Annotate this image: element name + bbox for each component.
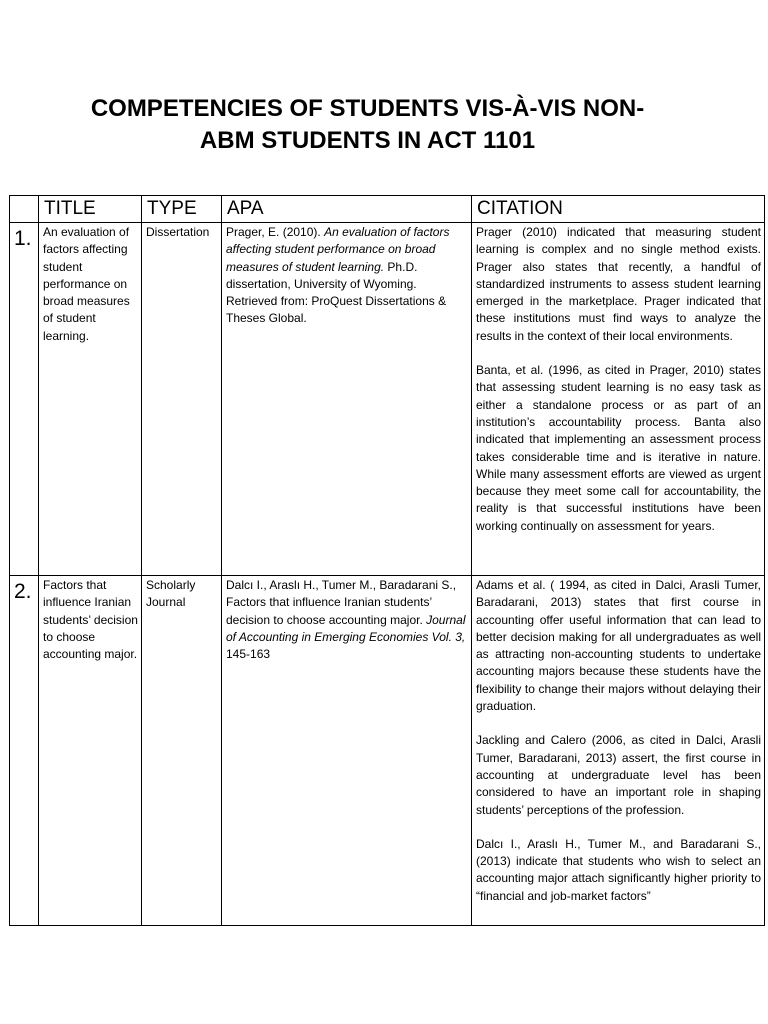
row-number: 2. xyxy=(10,576,39,926)
citation-paragraph: Prager (2010) indicated that measuring student learning is complex and no single method exists. Prager also states that recently, a handful of standardized instruments to assess student learning emerged in the marketplace. Prager indicated that these institutions must find ways to analyze the results in the context of their local environments. xyxy=(476,225,761,343)
row-title: Factors that influence Iranian students’ decision to choose accounting major. xyxy=(39,576,142,926)
page-title xyxy=(0,93,735,157)
citation-paragraph: Adams et al. ( 1994, as cited in Dalci, Arasli Tumer, Baradarani, 2013) states that first course in accounting offer useful information that can lead to better decision making for all undergraduates as well as attracting non-accounting students to undertake accounting majors because these students have the flexibility to change their majors without delaying their graduation. xyxy=(476,578,761,714)
row-title: An evaluation of factors affecting student performance on broad measures of student learning. xyxy=(39,223,142,576)
header-apa: APA xyxy=(222,196,472,223)
row-citation xyxy=(472,223,765,576)
row-apa xyxy=(222,576,472,926)
apa-authors: Dalcı I., Araslı H., Tumer M., Baradarani S., Factors that influence Iranian students’ decision to choose accounting major. xyxy=(226,578,457,627)
citation-paragraph: Dalcı I., Araslı H., Tumer M., and Baradarani S., (2013) indicate that students who wish to select an accounting major attach significantly higher priority to “financial and job-market factors” xyxy=(476,836,761,903)
row-apa xyxy=(222,223,472,576)
citation-paragraph: Banta, et al. (1996, as cited in Prager, 2010) states that assessing student learning is no easy task as either a standalone process or as part of an institution’s accountability process. Banta also indicated that implementing an assessment process takes considerable time and is iterative in nature. While many assessment efforts are viewed as urgent because they meet some call for accountability, the reality is that successful institutions have been working continually on assessment for years. xyxy=(476,363,761,533)
row-type: Scholarly Journal xyxy=(142,576,222,926)
row-type: Dissertation xyxy=(142,223,222,576)
table-header-row xyxy=(10,196,765,223)
apa-publication-info: 145-163 xyxy=(226,647,271,662)
page-title-line-1: COMPETENCIES OF STUDENTS VIS-À-VIS NON- xyxy=(90,95,645,122)
apa-authors: Prager, E. (2010). xyxy=(226,225,325,239)
literature-table xyxy=(9,195,765,926)
header-title: TITLE xyxy=(39,196,142,223)
row-number: 1. xyxy=(10,223,39,576)
table-row xyxy=(10,223,765,576)
header-citation: CITATION xyxy=(472,196,765,223)
apa-publication-info: Ph.D. dissertation, University of Wyoming. Retrieved from: ProQuest Dissertations & Theses Global. xyxy=(226,259,447,326)
header-number xyxy=(10,196,39,223)
apa-work-title: Journal of Accounting in Emerging Economies Vol. 3, xyxy=(226,612,466,644)
row-citation xyxy=(472,576,765,926)
page-title-line-2: ABM STUDENTS IN ACT 1101 xyxy=(199,127,536,154)
citation-paragraph: Jackling and Calero (2006, as cited in Dalci, Arasli Tumer, Baradarani, 2013) assert, the first course in accounting at undergraduate level has been considered to have an important role in shaping students’ perceptions of the profession. xyxy=(476,733,761,817)
header-type: TYPE xyxy=(142,196,222,223)
table-row xyxy=(10,576,765,926)
apa-work-title: An evaluation of factors affecting student performance on broad measures of student learning. xyxy=(226,225,450,274)
